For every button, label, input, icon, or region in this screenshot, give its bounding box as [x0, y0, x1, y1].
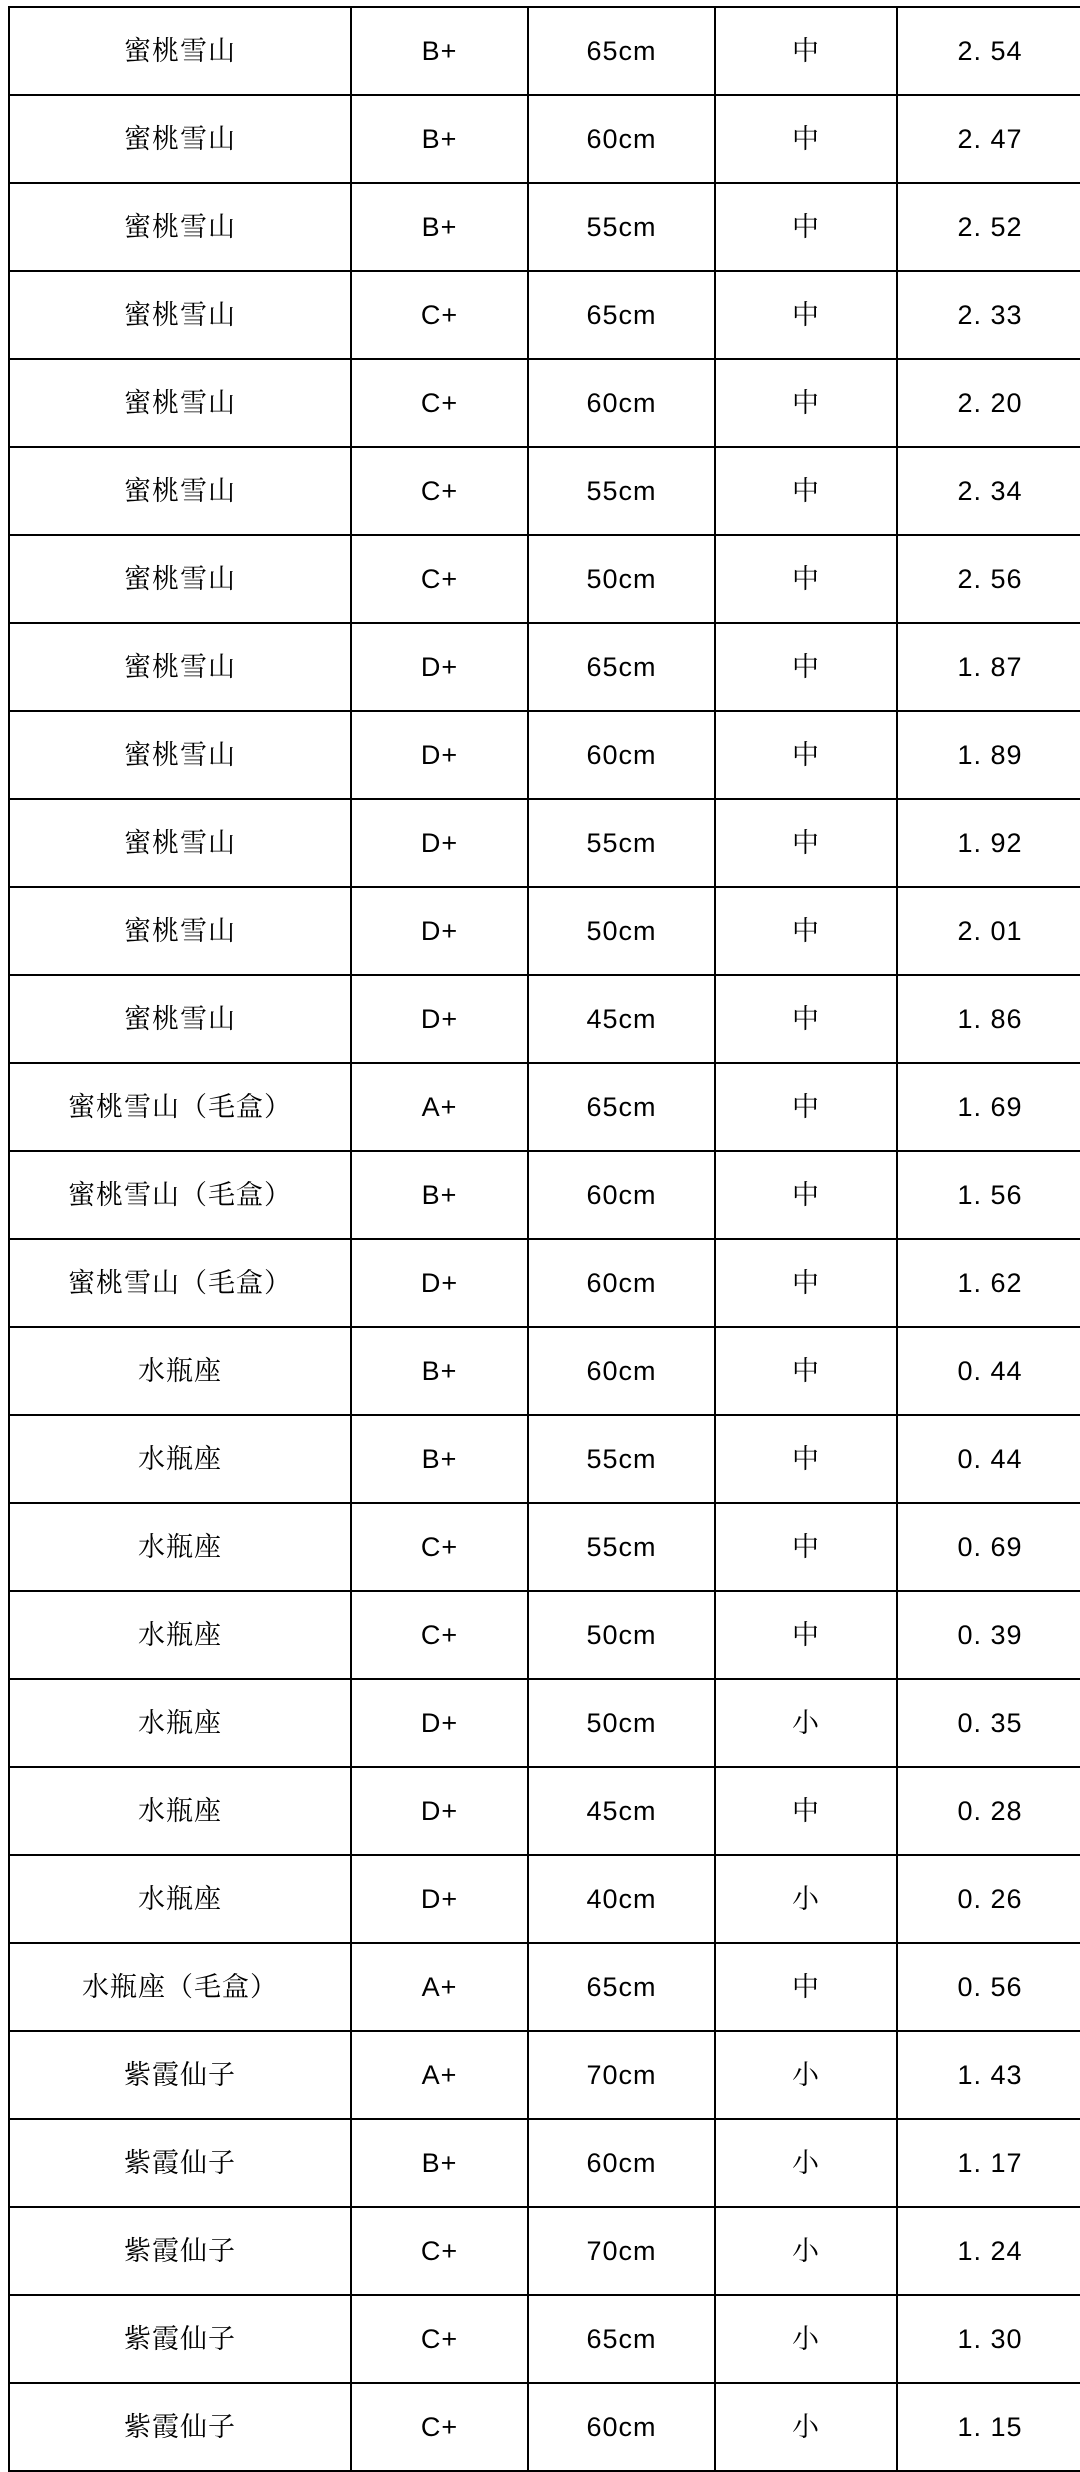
cell-grade: D+	[351, 887, 528, 975]
cell-size: 55cm	[528, 799, 715, 887]
cell-name: 蜜桃雪山	[9, 535, 351, 623]
table-row	[9, 1767, 1080, 1855]
cell-size: 65cm	[528, 623, 715, 711]
cell-level: 中	[715, 711, 897, 799]
cell-grade: C+	[351, 359, 528, 447]
cell-grade: A+	[351, 1063, 528, 1151]
table-row	[9, 183, 1080, 271]
cell-value: 2. 54	[897, 7, 1080, 95]
cell-grade: B+	[351, 183, 528, 271]
cell-level: 中	[715, 7, 897, 95]
cell-value: 1. 62	[897, 1239, 1080, 1327]
cell-size: 55cm	[528, 1503, 715, 1591]
cell-size: 60cm	[528, 2383, 715, 2471]
cell-grade: C+	[351, 271, 528, 359]
table-row	[9, 2295, 1080, 2383]
cell-level: 中	[715, 1415, 897, 1503]
cell-size: 55cm	[528, 447, 715, 535]
cell-size: 70cm	[528, 2031, 715, 2119]
table-row	[9, 95, 1080, 183]
cell-size: 60cm	[528, 359, 715, 447]
cell-name: 紫霞仙子	[9, 2295, 351, 2383]
cell-name: 蜜桃雪山（毛盒）	[9, 1063, 351, 1151]
cell-size: 55cm	[528, 1415, 715, 1503]
cell-value: 2. 01	[897, 887, 1080, 975]
table-row	[9, 2119, 1080, 2207]
cell-name: 蜜桃雪山	[9, 711, 351, 799]
cell-value: 1. 43	[897, 2031, 1080, 2119]
cell-size: 65cm	[528, 7, 715, 95]
cell-level: 中	[715, 535, 897, 623]
cell-size: 65cm	[528, 2295, 715, 2383]
cell-name: 紫霞仙子	[9, 2383, 351, 2471]
cell-value: 0. 39	[897, 1591, 1080, 1679]
cell-name: 紫霞仙子	[9, 2031, 351, 2119]
table-row	[9, 1327, 1080, 1415]
table-row	[9, 1151, 1080, 1239]
cell-size: 60cm	[528, 95, 715, 183]
cell-name: 蜜桃雪山	[9, 447, 351, 535]
cell-size: 60cm	[528, 711, 715, 799]
cell-size: 60cm	[528, 2119, 715, 2207]
cell-grade: B+	[351, 2119, 528, 2207]
table-row	[9, 1679, 1080, 1767]
cell-size: 50cm	[528, 887, 715, 975]
cell-grade: B+	[351, 1151, 528, 1239]
cell-level: 中	[715, 1327, 897, 1415]
cell-grade: C+	[351, 535, 528, 623]
cell-grade: A+	[351, 1943, 528, 2031]
cell-level: 中	[715, 1767, 897, 1855]
cell-level: 小	[715, 2295, 897, 2383]
cell-value: 2. 56	[897, 535, 1080, 623]
cell-size: 55cm	[528, 183, 715, 271]
cell-name: 蜜桃雪山	[9, 975, 351, 1063]
cell-name: 紫霞仙子	[9, 2207, 351, 2295]
table-row	[9, 1503, 1080, 1591]
cell-level: 中	[715, 975, 897, 1063]
cell-value: 1. 17	[897, 2119, 1080, 2207]
cell-name: 蜜桃雪山	[9, 183, 351, 271]
cell-name: 水瓶座（毛盒）	[9, 1943, 351, 2031]
cell-grade: D+	[351, 711, 528, 799]
cell-size: 50cm	[528, 1679, 715, 1767]
cell-value: 0. 56	[897, 1943, 1080, 2031]
cell-value: 2. 33	[897, 271, 1080, 359]
cell-level: 中	[715, 359, 897, 447]
cell-grade: D+	[351, 1239, 528, 1327]
cell-value: 2. 34	[897, 447, 1080, 535]
cell-grade: C+	[351, 2295, 528, 2383]
cell-grade: C+	[351, 1503, 528, 1591]
cell-level: 小	[715, 1679, 897, 1767]
cell-name: 蜜桃雪山	[9, 271, 351, 359]
cell-name: 蜜桃雪山	[9, 7, 351, 95]
cell-value: 2. 20	[897, 359, 1080, 447]
table-row	[9, 2031, 1080, 2119]
cell-value: 2. 52	[897, 183, 1080, 271]
cell-grade: B+	[351, 7, 528, 95]
cell-level: 中	[715, 1063, 897, 1151]
cell-value: 0. 35	[897, 1679, 1080, 1767]
cell-value: 1. 92	[897, 799, 1080, 887]
cell-grade: C+	[351, 2383, 528, 2471]
cell-size: 50cm	[528, 535, 715, 623]
table-row	[9, 1855, 1080, 1943]
cell-value: 0. 26	[897, 1855, 1080, 1943]
table-row	[9, 1415, 1080, 1503]
cell-name: 蜜桃雪山	[9, 359, 351, 447]
cell-level: 中	[715, 799, 897, 887]
table-row	[9, 447, 1080, 535]
cell-value: 1. 30	[897, 2295, 1080, 2383]
table-row	[9, 975, 1080, 1063]
table-row	[9, 711, 1080, 799]
cell-name: 水瓶座	[9, 1767, 351, 1855]
table-body	[9, 7, 1080, 2471]
cell-value: 1. 89	[897, 711, 1080, 799]
cell-grade: B+	[351, 95, 528, 183]
cell-grade: D+	[351, 1855, 528, 1943]
cell-size: 45cm	[528, 1767, 715, 1855]
table-row	[9, 1591, 1080, 1679]
cell-size: 60cm	[528, 1239, 715, 1327]
cell-level: 小	[715, 1855, 897, 1943]
cell-name: 水瓶座	[9, 1503, 351, 1591]
cell-name: 紫霞仙子	[9, 2119, 351, 2207]
cell-value: 2. 47	[897, 95, 1080, 183]
cell-name: 蜜桃雪山（毛盒）	[9, 1151, 351, 1239]
cell-value: 0. 69	[897, 1503, 1080, 1591]
cell-grade: C+	[351, 2207, 528, 2295]
cell-grade: A+	[351, 2031, 528, 2119]
cell-size: 40cm	[528, 1855, 715, 1943]
cell-level: 中	[715, 183, 897, 271]
cell-value: 1. 86	[897, 975, 1080, 1063]
cell-size: 70cm	[528, 2207, 715, 2295]
cell-size: 50cm	[528, 1591, 715, 1679]
cell-level: 小	[715, 2031, 897, 2119]
cell-name: 蜜桃雪山	[9, 799, 351, 887]
table-row	[9, 359, 1080, 447]
cell-level: 中	[715, 271, 897, 359]
cell-name: 水瓶座	[9, 1591, 351, 1679]
cell-level: 小	[715, 2207, 897, 2295]
cell-grade: D+	[351, 1679, 528, 1767]
cell-name: 蜜桃雪山	[9, 95, 351, 183]
cell-value: 1. 56	[897, 1151, 1080, 1239]
table-row	[9, 2383, 1080, 2471]
cell-value: 1. 15	[897, 2383, 1080, 2471]
table-row	[9, 623, 1080, 711]
cell-level: 中	[715, 887, 897, 975]
data-table	[8, 6, 1080, 2472]
cell-level: 中	[715, 95, 897, 183]
cell-level: 中	[715, 1239, 897, 1327]
table-row	[9, 7, 1080, 95]
cell-level: 中	[715, 1591, 897, 1679]
cell-grade: B+	[351, 1415, 528, 1503]
table-row	[9, 799, 1080, 887]
cell-value: 0. 44	[897, 1327, 1080, 1415]
table-row	[9, 1239, 1080, 1327]
cell-size: 60cm	[528, 1327, 715, 1415]
cell-grade: B+	[351, 1327, 528, 1415]
table-row	[9, 887, 1080, 975]
cell-value: 0. 44	[897, 1415, 1080, 1503]
cell-value: 1. 87	[897, 623, 1080, 711]
cell-size: 65cm	[528, 1063, 715, 1151]
cell-grade: D+	[351, 975, 528, 1063]
table-row	[9, 271, 1080, 359]
cell-size: 60cm	[528, 1151, 715, 1239]
table-row	[9, 1943, 1080, 2031]
cell-value: 0. 28	[897, 1767, 1080, 1855]
cell-size: 45cm	[528, 975, 715, 1063]
cell-name: 水瓶座	[9, 1327, 351, 1415]
cell-value: 1. 24	[897, 2207, 1080, 2295]
cell-level: 中	[715, 1943, 897, 2031]
cell-level: 小	[715, 2383, 897, 2471]
cell-level: 中	[715, 447, 897, 535]
cell-level: 小	[715, 2119, 897, 2207]
cell-level: 中	[715, 623, 897, 711]
table-row	[9, 2207, 1080, 2295]
cell-name: 水瓶座	[9, 1679, 351, 1767]
cell-name: 水瓶座	[9, 1855, 351, 1943]
cell-name: 蜜桃雪山（毛盒）	[9, 1239, 351, 1327]
table-row	[9, 1063, 1080, 1151]
cell-level: 中	[715, 1151, 897, 1239]
table-row	[9, 535, 1080, 623]
cell-size: 65cm	[528, 1943, 715, 2031]
cell-grade: D+	[351, 799, 528, 887]
cell-name: 水瓶座	[9, 1415, 351, 1503]
cell-name: 蜜桃雪山	[9, 887, 351, 975]
cell-size: 65cm	[528, 271, 715, 359]
cell-grade: D+	[351, 1767, 528, 1855]
cell-level: 中	[715, 1503, 897, 1591]
cell-grade: D+	[351, 623, 528, 711]
cell-grade: C+	[351, 447, 528, 535]
cell-value: 1. 69	[897, 1063, 1080, 1151]
cell-name: 蜜桃雪山	[9, 623, 351, 711]
cell-grade: C+	[351, 1591, 528, 1679]
